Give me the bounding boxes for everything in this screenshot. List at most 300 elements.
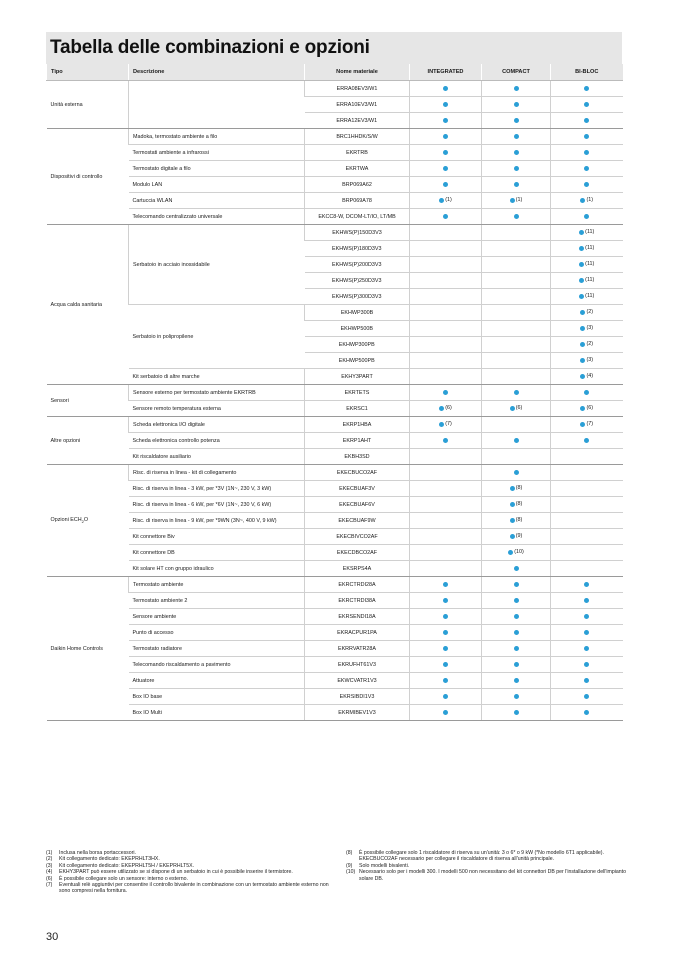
cell-materiale: ERRA08EV3/W1: [305, 81, 410, 97]
availability-dot-icon: [579, 230, 584, 235]
availability-dot-icon: [510, 502, 515, 507]
cell-integrated: [410, 641, 482, 657]
footnote-ref: (10): [514, 549, 524, 556]
footnote-text: Eventuali relè aggiuntivi per consentire il controllo bivalente in combinazione con un termostato ambiente esterno non sono compresi nella fornitura.: [59, 882, 329, 895]
cell-compact: [482, 113, 551, 129]
cell-integrated: [410, 353, 482, 369]
availability-dot-icon: [584, 646, 589, 651]
availability-dot-icon: [443, 662, 448, 667]
combinations-table: [46, 64, 623, 721]
footnote: [346, 850, 626, 863]
cell-bibloc: [551, 625, 623, 641]
cell-materiale: EKRCTRDI28A: [305, 577, 410, 593]
cell-materiale: ERRA12EV3/W1: [305, 113, 410, 129]
cell-tipo: [47, 417, 129, 465]
cell-materiale: EKHWP500PB: [305, 353, 410, 369]
title-band: [46, 32, 622, 64]
table-row: [47, 593, 623, 609]
cell-descrizione: Serbatoio in acciaio inossidabile: [129, 225, 305, 305]
availability-dot-icon: [439, 406, 444, 411]
cell-compact: [482, 497, 551, 513]
availability-dot-icon: [443, 710, 448, 715]
availability-dot-icon: [584, 86, 589, 91]
table-row: [47, 145, 623, 161]
footnote-ref: (9): [515, 533, 523, 540]
table-row: [47, 177, 623, 193]
cell-bibloc: [551, 689, 623, 705]
cell-descrizione: Attuatore: [129, 673, 305, 689]
page-title: Tabella delle combinazioni e opzioni: [50, 37, 370, 58]
cell-compact: [482, 545, 551, 561]
cell-materiale: BRP069A62: [305, 177, 410, 193]
availability-dot-icon: [439, 198, 444, 203]
cell-integrated: [410, 289, 482, 305]
cell-integrated: [410, 689, 482, 705]
cell-materiale: EKHY3PART: [305, 369, 410, 385]
cell-descrizione: Risc. di riserva in linea - kit di collegamento: [129, 465, 305, 481]
table-row: [47, 609, 623, 625]
footnote-number: (8): [346, 850, 353, 856]
footnote-number: (3): [46, 862, 53, 869]
footnotes-right: [346, 850, 626, 882]
availability-dot-icon: [580, 358, 585, 363]
availability-dot-icon: [514, 630, 519, 635]
availability-dot-icon: [584, 134, 589, 139]
cell-integrated: [410, 225, 482, 241]
availability-dot-icon: [443, 134, 448, 139]
availability-dot-icon: [584, 438, 589, 443]
cell-materiale: EKHWS(P)250D3V3: [305, 273, 410, 289]
cell-compact: [482, 481, 551, 497]
footnote-ref: (6): [586, 405, 594, 412]
cell-compact: [482, 513, 551, 529]
availability-dot-icon: [584, 118, 589, 123]
cell-integrated: [410, 161, 482, 177]
header-integrated: INTEGRATED: [410, 64, 482, 81]
cell-descrizione: Termostato radiatore: [129, 641, 305, 657]
cell-materiale: EKRP1AHT: [305, 433, 410, 449]
footnote-ref: (11): [585, 277, 595, 284]
cell-bibloc: [551, 369, 623, 385]
table-row: [47, 401, 623, 417]
cell-integrated: [410, 497, 482, 513]
cell-compact: [482, 321, 551, 337]
availability-dot-icon: [584, 102, 589, 107]
availability-dot-icon: [580, 310, 585, 315]
cell-integrated: [410, 705, 482, 721]
availability-dot-icon: [514, 662, 519, 667]
availability-dot-icon: [584, 390, 589, 395]
cell-tipo: [47, 385, 129, 417]
footnote-ref: (1): [445, 197, 452, 204]
cell-materiale: BRP069A78: [305, 193, 410, 209]
cell-integrated: [410, 449, 482, 465]
cell-bibloc: [551, 433, 623, 449]
cell-integrated: [410, 593, 482, 609]
footnote-ref: (1): [515, 197, 523, 204]
cell-integrated: [410, 321, 482, 337]
availability-dot-icon: [584, 694, 589, 699]
availability-dot-icon: [510, 406, 515, 411]
availability-dot-icon: [443, 166, 448, 171]
cell-bibloc: [551, 225, 623, 241]
availability-dot-icon: [514, 118, 519, 123]
cell-bibloc: [551, 257, 623, 273]
cell-materiale: EKRTRB: [305, 145, 410, 161]
cell-bibloc: [551, 337, 623, 353]
footnote-text: Solo modelli bivalenti.: [359, 862, 410, 869]
availability-dot-icon: [443, 646, 448, 651]
availability-dot-icon: [584, 710, 589, 715]
cell-bibloc: [551, 417, 623, 433]
footnote-ref: (1): [586, 197, 594, 204]
cell-materiale: EKRSC1: [305, 401, 410, 417]
footnote-number: (4): [46, 869, 53, 876]
cell-materiale: EKRTETS: [305, 385, 410, 401]
cell-bibloc: [551, 145, 623, 161]
footnote: [346, 869, 626, 882]
header-bibloc: BI-BLOC: [551, 64, 623, 81]
availability-dot-icon: [514, 150, 519, 155]
cell-materiale: ERRA10EV3/W1: [305, 97, 410, 113]
cell-compact: [482, 97, 551, 113]
availability-dot-icon: [580, 422, 585, 427]
cell-compact: [482, 145, 551, 161]
cell-integrated: [410, 401, 482, 417]
availability-dot-icon: [443, 582, 448, 587]
tipo-suffix: O: [83, 516, 89, 523]
cell-bibloc: [551, 129, 623, 145]
availability-dot-icon: [514, 134, 519, 139]
cell-compact: [482, 193, 551, 209]
cell-bibloc: [551, 609, 623, 625]
availability-dot-icon: [579, 278, 584, 283]
cell-descrizione: Risc. di riserva in linea - 9 kW, per *9WN (3N~, 400 V, 9 kW): [129, 513, 305, 529]
cell-descrizione: Termostato ambiente: [129, 577, 305, 593]
footnotes-left: [46, 850, 336, 895]
table-row: [47, 673, 623, 689]
cell-bibloc: [551, 561, 623, 577]
cell-materiale: EKCC8-W, DCOM-LT/IO, LT/MB: [305, 209, 410, 225]
footnote-text: Kit collegamento dedicato: EKEPRHLT3HX.: [59, 856, 160, 863]
cell-materiale: EKECBUAF3V: [305, 481, 410, 497]
availability-dot-icon: [584, 614, 589, 619]
cell-bibloc: [551, 673, 623, 689]
availability-dot-icon: [514, 390, 519, 395]
cell-descrizione: Risc. di riserva in linea - 3 kW, per *3V (1N~, 230 V, 3 kW): [129, 481, 305, 497]
table-row: [47, 433, 623, 449]
table-row: [47, 657, 623, 673]
cell-materiale: EKHWP300B: [305, 305, 410, 321]
cell-compact: [482, 81, 551, 97]
availability-dot-icon: [584, 678, 589, 683]
table-row: [47, 305, 623, 321]
footnote-text: EKHY3PART può essere utilizzato se si dispone di un serbatoio in cui è possibile inserire il termistore.: [59, 869, 293, 876]
tipo-label: Altre opzioni: [50, 437, 81, 444]
cell-compact: [482, 289, 551, 305]
availability-dot-icon: [514, 166, 519, 171]
cell-bibloc: [551, 577, 623, 593]
cell-compact: [482, 433, 551, 449]
cell-compact: [482, 241, 551, 257]
footnote-text: Necessario solo per i modelli 300. I modelli 500 non necessitano del kit connettori DB per l'installazione dell'impianto solare DB.: [359, 869, 626, 882]
footnote-number: (2): [46, 856, 53, 863]
table-row: [47, 545, 623, 561]
cell-descrizione: Risc. di riserva in linea - 6 kW, per *6V (1N~, 230 V, 6 kW): [129, 497, 305, 513]
table-row: [47, 385, 623, 401]
availability-dot-icon: [510, 198, 515, 203]
cell-bibloc: [551, 449, 623, 465]
footnote-text: È possibile collegare solo 1 riscaldatore di riserva su un'unità: 3 o 6* o 9 kW (*No modello 6T1 applicabile). EKECBUCO2AF necessario per collegare il riscaldatore di riserva all'unità principale.: [359, 850, 604, 863]
availability-dot-icon: [514, 614, 519, 619]
cell-integrated: [410, 609, 482, 625]
cell-bibloc: [551, 241, 623, 257]
header-descrizione: Descrizione: [129, 64, 305, 81]
cell-integrated: [410, 657, 482, 673]
availability-dot-icon: [514, 694, 519, 699]
availability-dot-icon: [580, 342, 585, 347]
footnote-ref: (11): [585, 261, 595, 268]
page-number: 30: [46, 931, 59, 943]
table-row: [47, 417, 623, 433]
availability-dot-icon: [443, 438, 448, 443]
cell-bibloc: [551, 513, 623, 529]
cell-materiale: EKHWS(P)180D3V3: [305, 241, 410, 257]
cell-bibloc: [551, 289, 623, 305]
cell-bibloc: [551, 385, 623, 401]
cell-bibloc: [551, 305, 623, 321]
footnote-ref: (4): [586, 373, 594, 380]
cell-descrizione: Telecomando riscaldamento a pavimento: [129, 657, 305, 673]
table-row: [47, 481, 623, 497]
cell-integrated: [410, 129, 482, 145]
cell-materiale: EKECBUAF9W: [305, 513, 410, 529]
cell-integrated: [410, 513, 482, 529]
cell-compact: [482, 225, 551, 241]
footnote-text: Inclusa nella borsa portaccessori.: [59, 850, 136, 856]
availability-dot-icon: [443, 598, 448, 603]
availability-dot-icon: [443, 86, 448, 91]
availability-dot-icon: [439, 422, 444, 427]
table-row: [47, 577, 623, 593]
cell-integrated: [410, 529, 482, 545]
cell-integrated: [410, 369, 482, 385]
cell-materiale: EKRSIBDI1V3: [305, 689, 410, 705]
cell-integrated: [410, 273, 482, 289]
tipo-label: Unità esterna: [50, 101, 83, 108]
cell-tipo: [47, 81, 129, 129]
cell-descrizione: Box IO base: [129, 689, 305, 705]
cell-compact: [482, 465, 551, 481]
cell-descrizione: Scheda elettronica I/O digitale: [129, 417, 305, 433]
cell-materiale: EKHWS(P)150D3V3: [305, 225, 410, 241]
cell-descrizione: Kit serbatoio di altre marche: [129, 369, 305, 385]
availability-dot-icon: [514, 182, 519, 187]
table-row: [47, 705, 623, 721]
tipo-label: Acqua calda sanitaria: [50, 301, 103, 308]
cell-compact: [482, 401, 551, 417]
cell-integrated: [410, 625, 482, 641]
cell-integrated: [410, 481, 482, 497]
footnote-number: (7): [46, 882, 53, 889]
cell-materiale: EKRTWA: [305, 161, 410, 177]
cell-bibloc: [551, 641, 623, 657]
cell-materiale: EKRP1HBA: [305, 417, 410, 433]
availability-dot-icon: [514, 470, 519, 475]
cell-bibloc: [551, 161, 623, 177]
cell-integrated: [410, 561, 482, 577]
tipo-label: Opzioni ECH: [50, 516, 82, 523]
cell-materiale: EKHWS(P)200D3V3: [305, 257, 410, 273]
cell-bibloc: [551, 97, 623, 113]
cell-compact: [482, 689, 551, 705]
availability-dot-icon: [514, 214, 519, 219]
availability-dot-icon: [514, 102, 519, 107]
table-row: [47, 161, 623, 177]
availability-dot-icon: [514, 582, 519, 587]
cell-integrated: [410, 673, 482, 689]
availability-dot-icon: [580, 198, 585, 203]
cell-bibloc: [551, 321, 623, 337]
cell-tipo: [47, 465, 129, 577]
tipo-subscript: 2: [81, 519, 84, 525]
header-compact: COMPACT: [482, 64, 551, 81]
footnote-ref: (8): [515, 517, 523, 524]
footnote: [46, 882, 336, 895]
header-materiale: Nome materiale: [305, 64, 410, 81]
footnote-ref: (3): [586, 325, 594, 332]
availability-dot-icon: [443, 630, 448, 635]
cell-materiale: EKRACPUR1PA: [305, 625, 410, 641]
cell-bibloc: [551, 497, 623, 513]
table-row: [47, 225, 623, 241]
availability-dot-icon: [514, 678, 519, 683]
availability-dot-icon: [443, 614, 448, 619]
cell-materiale: EKHWS(P)300D3V3: [305, 289, 410, 305]
tipo-label: Daikin Home Controls: [50, 645, 103, 652]
cell-materiale: EKRRVATR28A: [305, 641, 410, 657]
cell-bibloc: [551, 545, 623, 561]
cell-integrated: [410, 113, 482, 129]
cell-bibloc: [551, 465, 623, 481]
table-row: [47, 497, 623, 513]
cell-integrated: [410, 241, 482, 257]
cell-bibloc: [551, 177, 623, 193]
table-row: [47, 193, 623, 209]
footnote-ref: (8): [515, 501, 523, 508]
cell-bibloc: [551, 401, 623, 417]
cell-compact: [482, 177, 551, 193]
cell-compact: [482, 449, 551, 465]
availability-dot-icon: [514, 598, 519, 603]
availability-dot-icon: [514, 710, 519, 715]
cell-compact: [482, 209, 551, 225]
cell-descrizione: Kit riscaldatore ausiliario: [129, 449, 305, 465]
table-row: [47, 465, 623, 481]
cell-integrated: [410, 465, 482, 481]
cell-materiale: EKSRPS4A: [305, 561, 410, 577]
table-row: [47, 449, 623, 465]
availability-dot-icon: [443, 182, 448, 187]
availability-dot-icon: [579, 246, 584, 251]
footnote-text: È possibile collegare solo un sensore: interno o esterno.: [59, 875, 188, 882]
cell-materiale: EKECBIVCO2AF: [305, 529, 410, 545]
cell-materiale: EKRMIBEV1V3: [305, 705, 410, 721]
table-row: [47, 369, 623, 385]
cell-bibloc: [551, 113, 623, 129]
cell-integrated: [410, 81, 482, 97]
cell-materiale: EKHWP300PB: [305, 337, 410, 353]
footnote-ref: (8): [515, 485, 523, 492]
cell-compact: [482, 609, 551, 625]
cell-compact: [482, 369, 551, 385]
cell-materiale: EKECBUCO2AF: [305, 465, 410, 481]
cell-descrizione: Cartuccia WLAN: [129, 193, 305, 209]
cell-compact: [482, 257, 551, 273]
cell-compact: [482, 657, 551, 673]
footnote-ref: (6): [445, 405, 452, 412]
cell-compact: [482, 353, 551, 369]
table-row: [47, 129, 623, 145]
cell-bibloc: [551, 593, 623, 609]
footnote-ref: (2): [586, 309, 594, 316]
cell-integrated: [410, 577, 482, 593]
table-row: [47, 561, 623, 577]
cell-integrated: [410, 97, 482, 113]
cell-bibloc: [551, 353, 623, 369]
cell-materiale: EKECDBCO2AF: [305, 545, 410, 561]
cell-compact: [482, 577, 551, 593]
cell-integrated: [410, 417, 482, 433]
cell-descrizione: [129, 81, 305, 129]
footnote-number: (10): [346, 869, 356, 876]
cell-compact: [482, 529, 551, 545]
availability-dot-icon: [580, 326, 585, 331]
table-row: [47, 689, 623, 705]
tipo-label: Dispositivi di controllo: [50, 173, 103, 180]
cell-integrated: [410, 433, 482, 449]
cell-descrizione: Serbatoio in polipropilene: [129, 305, 305, 369]
tipo-label: Sensori: [50, 397, 69, 404]
cell-descrizione: Sensore esterno per termostato ambiente EKRTRB: [129, 385, 305, 401]
footnote-ref: (11): [585, 293, 595, 300]
cell-materiale: EKBH3SD: [305, 449, 410, 465]
table-row: [47, 625, 623, 641]
cell-materiale: EKWCVATR1V3: [305, 673, 410, 689]
availability-dot-icon: [510, 518, 515, 523]
availability-dot-icon: [580, 374, 585, 379]
availability-dot-icon: [443, 150, 448, 155]
cell-descrizione: Punto di accesso: [129, 625, 305, 641]
cell-integrated: [410, 177, 482, 193]
cell-materiale: EKRSENDI18A: [305, 609, 410, 625]
cell-bibloc: [551, 209, 623, 225]
cell-materiale: EKRCTRDI38A: [305, 593, 410, 609]
cell-bibloc: [551, 273, 623, 289]
cell-integrated: [410, 385, 482, 401]
cell-descrizione: Kit connettore DB: [129, 545, 305, 561]
availability-dot-icon: [443, 694, 448, 699]
cell-bibloc: [551, 529, 623, 545]
availability-dot-icon: [584, 150, 589, 155]
cell-descrizione: Modulo LAN: [129, 177, 305, 193]
footnote-ref: (7): [586, 421, 594, 428]
table-row: [47, 209, 623, 225]
footnote-ref: (11): [585, 245, 595, 252]
cell-compact: [482, 673, 551, 689]
table-row: [47, 529, 623, 545]
cell-integrated: [410, 209, 482, 225]
